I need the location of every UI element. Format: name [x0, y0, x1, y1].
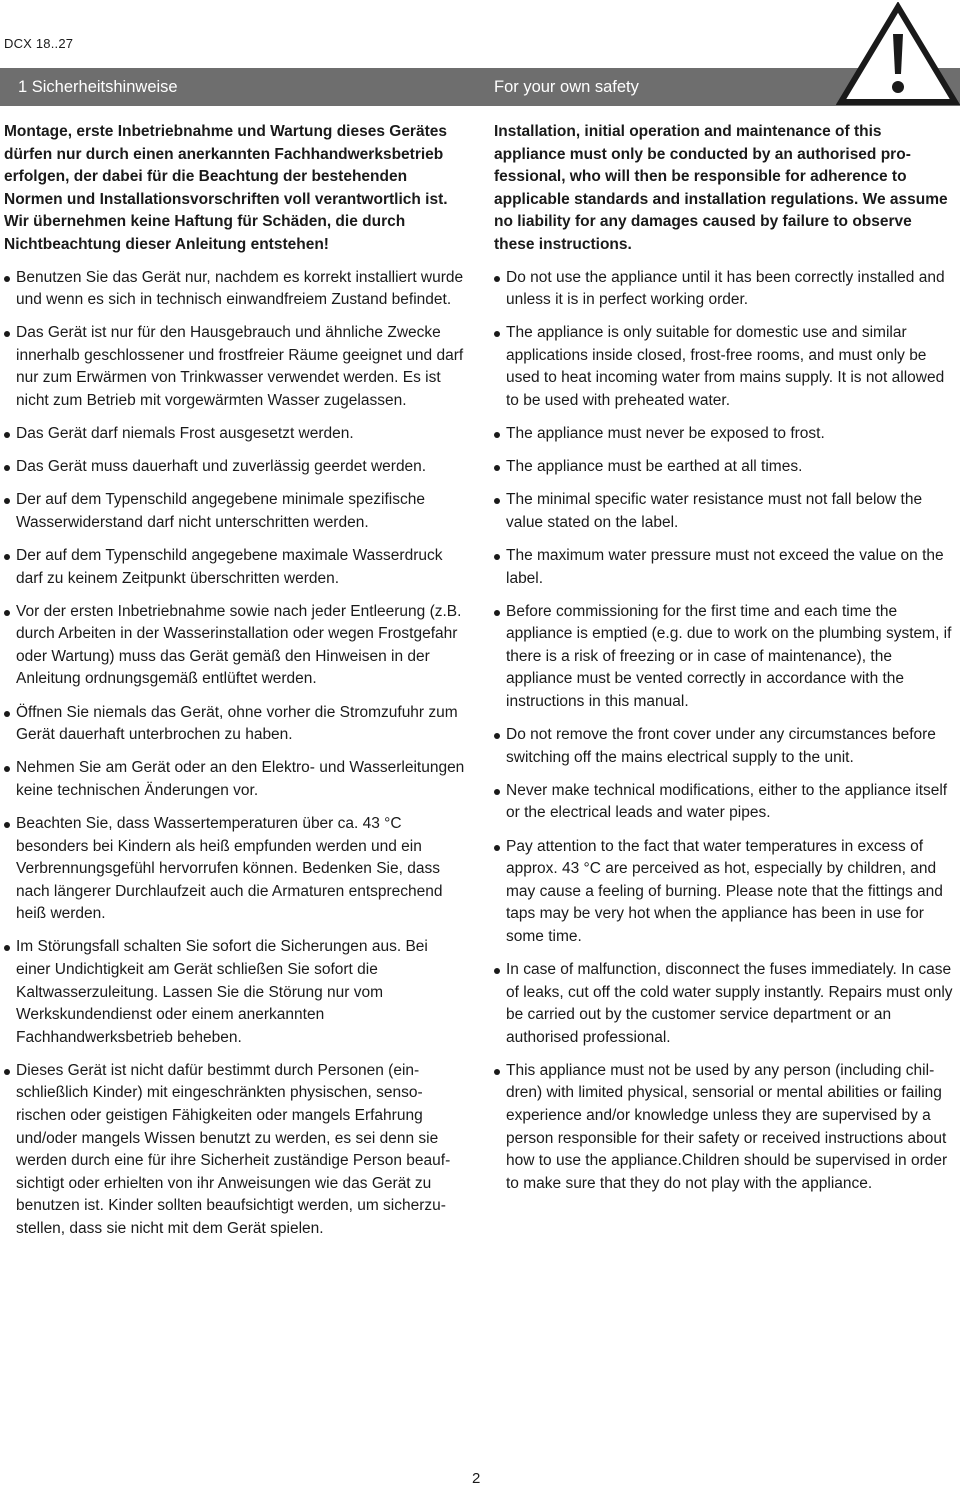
- bullet-icon: [494, 789, 500, 795]
- bullet-icon: [494, 845, 500, 851]
- bullet-icon: [4, 945, 10, 951]
- list-item: The minimal specific water resistance must not fall below the value stated on the label.: [494, 489, 956, 534]
- list-item: The appliance must be earthed at all times.: [494, 456, 956, 479]
- bullet-icon: [4, 465, 10, 471]
- bullet-icon: [494, 498, 500, 504]
- warning-triangle-icon: [836, 2, 960, 106]
- page-number: 2: [472, 1470, 481, 1487]
- bullet-icon: [4, 554, 10, 560]
- bullet-icon: [4, 766, 10, 772]
- list-item: Öffnen Sie niemals das Gerät, ohne vorher die Stromzufuhr zum Gerät dauerhaft unterbrochen zu haben.: [4, 702, 466, 747]
- column-german: [4, 121, 466, 1251]
- bullet-icon: [494, 610, 500, 616]
- bullet-icon: [494, 331, 500, 337]
- list-item: Beachten Sie, dass Wassertemperaturen über ca. 43 °C besonders bei Kindern als heiß empfunden werden und ein Verbrennungsgefühl hervorrufen können. Bedenken Sie, dass nach längerer Durchlaufzeit auch die Armaturen entsprechend heiß werden.: [4, 813, 466, 926]
- bullet-icon: [4, 331, 10, 337]
- list-item: Do not remove the front cover under any circumstances before switching off the mains electrical supply to the unit.: [494, 724, 956, 769]
- intro-paragraph-en: Installation, initial operation and maintenance of this appliance must only be conducted by an authorised professional, who will then be responsible for adherence to applicable standards and installation regulations. We assume no liability for any damages caused by failure to observe these instructions.: [494, 123, 948, 253]
- bullet-icon: [494, 733, 500, 739]
- list-item: Dieses Gerät ist nicht dafür bestimmt durch Personen (einschließlich Kinder) mit eingeschränkten physischen, sensorischen oder geistigen Fähigkeiten oder mangels Erfahrung und/oder mangels Wissen benutzt zu werden, es sei denn sie werden durch eine für ihre Sicherheit zuständige Person beaufsichtigt oder erhielten von ihr Anweisungen wie das Gerät zu benutzen ist. Kinder sollten beaufsichtigt werden, um sicherzustellen, dass sie nicht mit dem Gerät spielen.: [4, 1060, 466, 1241]
- bullet-icon: [4, 1069, 10, 1075]
- list-item: Das Gerät ist nur für den Hausgebrauch und ähnliche Zwecke innerhalb geschlossener und frostfreier Räume geeignet und darf nur zum Erwärmen von Trinkwasser verwendet werden. Es ist nicht zum Betrieb mit vorgewärmten Wasser zugelassen.: [4, 322, 466, 412]
- list-item: The maximum water pressure must not exceed the value on the label.: [494, 545, 956, 590]
- list-item: This appliance must not be used by any person (including children) with limited physical, sensorial or mental abilities or failing experience and/or knowledge unless they are supervised by a person responsible for their safety or received instructions about how to use the appliance.Children should be supervised in order to make sure that they do not play with the appliance.: [494, 1060, 956, 1196]
- list-item: Before commissioning for the first time and each time the appliance is emptied (e.g. due to work on the plumbing system, if there is a risk of freezing or in case of maintenance), the appliance must be vented correctly in accordance with the instructions in this manual.: [494, 601, 956, 714]
- list-item: Benutzen Sie das Gerät nur, nachdem es korrekt installiert wurde und wenn es sich in technisch einwandfreiem Zustand befindet.: [4, 267, 466, 312]
- list-item: Der auf dem Typenschild angegebene minimale spezifische Wasserwiderstand darf nicht unterschritten werden.: [4, 489, 466, 534]
- column-english: [494, 121, 956, 1206]
- section-title-en: For your own safety: [494, 78, 639, 96]
- list-item: Pay attention to the fact that water temperatures in excess of approx. 43 °C are perceived as hot, especially by children, and may cause a feeling of burning. Please note that the fittings and taps may be very hot when the appliance has been in use for some time.: [494, 836, 956, 949]
- bullet-icon: [4, 822, 10, 828]
- intro-paragraph-de: Montage, erste Inbetriebnahme und Wartung dieses Gerätes dürfen nur durch einen anerkannten Fachhandwerksbetrieb erfolgen, der dabei für die Beachtung der bestehenden Normen und Installationsvorschriften voll verantwortlich ist. Wir übernehmen keine Haftung für Schäden, die durch Nichtbeachtung dieser Anleitung entstehen!: [4, 123, 448, 253]
- bullet-icon: [494, 554, 500, 560]
- list-item: Das Gerät darf niemals Frost ausgesetzt werden.: [4, 423, 466, 446]
- list-item: In case of malfunction, disconnect the fuses immediately. In case of leaks, cut off the cold water supply instantly. Repairs must only be carried out by the customer service department or an authorised professional.: [494, 959, 956, 1049]
- list-item: Do not use the appliance until it has been correctly installed and unless it is in perfect working order.: [494, 267, 956, 312]
- list-item: Vor der ersten Inbetriebnahme sowie nach jeder Entleerung (z.B. durch Arbeiten in der Wasserinstallation oder wegen Frostgefahr oder Wartung) muss das Gerät gemäß den Hinweisen in der Anleitung ordnungsgemäß entlüftet werden.: [4, 601, 466, 691]
- list-item: The appliance must never be exposed to frost.: [494, 423, 956, 446]
- bullet-icon: [4, 276, 10, 282]
- list-item: Im Störungsfall schalten Sie sofort die Sicherungen aus. Bei einer Undichtigkeit am Gerät schließen Sie sofort die Kaltwasserzuleitung. Lassen Sie die Störung nur vom Werkskundendienst oder einem anerkannten Fachhandwerksbetrieb beheben.: [4, 936, 466, 1049]
- bullet-icon: [4, 610, 10, 616]
- bullet-icon: [494, 276, 500, 282]
- list-item: Never make technical modifications, either to the appliance itself or the electrical leads and water pipes.: [494, 780, 956, 825]
- bullet-icon: [494, 465, 500, 471]
- bullet-list-de: [4, 267, 466, 1241]
- list-item: Nehmen Sie am Gerät oder an den Elektro- und Wasserleitungen keine technischen Änderungen vor.: [4, 757, 466, 802]
- bullet-icon: [494, 1069, 500, 1075]
- list-item: Das Gerät muss dauerhaft und zuverlässig geerdet werden.: [4, 456, 466, 479]
- section-header-bar: [0, 68, 960, 106]
- model-label: DCX 18..27: [4, 36, 74, 51]
- list-item: Der auf dem Typenschild angegebene maximale Wasserdruck darf zu keinem Zeitpunkt überschritten werden.: [4, 545, 466, 590]
- list-item: The appliance is only suitable for domestic use and similar applications inside closed, frost-free rooms, and must only be used to heat incoming water from mains supply. It is not allowed to be used with preheated water.: [494, 322, 956, 412]
- bullet-list-en: [494, 267, 956, 1196]
- bullet-icon: [4, 498, 10, 504]
- bullet-icon: [494, 968, 500, 974]
- section-title-de: 1 Sicherheitshinweise: [18, 78, 178, 96]
- bullet-icon: [4, 432, 10, 438]
- bullet-icon: [4, 711, 10, 717]
- bullet-icon: [494, 432, 500, 438]
